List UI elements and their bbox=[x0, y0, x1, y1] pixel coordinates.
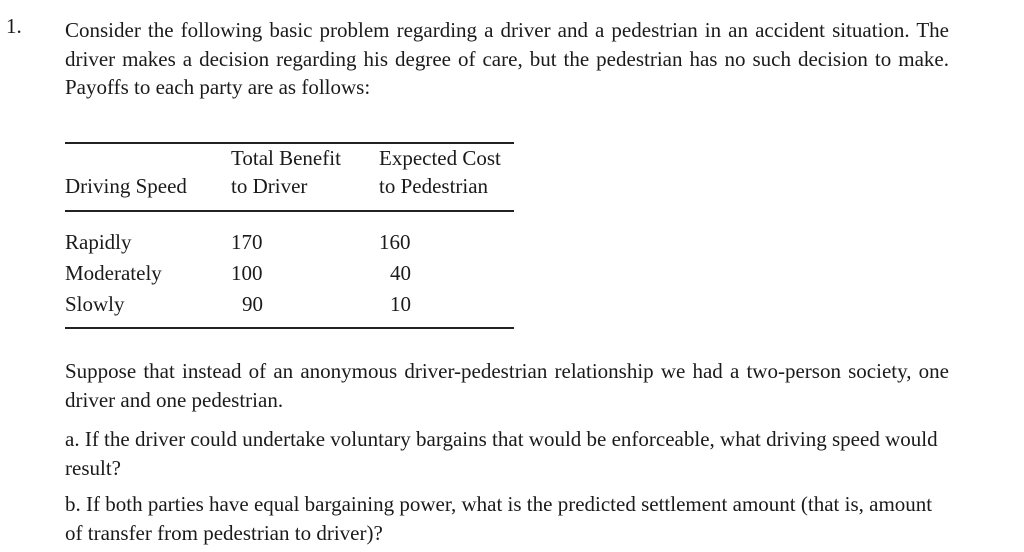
problem-number: 1. bbox=[6, 14, 22, 38]
row-speed-slowly: Slowly bbox=[65, 292, 125, 316]
row-benefit-rapidly: 170 bbox=[231, 230, 263, 254]
header-to-pedestrian: to Pedestrian bbox=[379, 174, 489, 198]
row-cost-moderately: 40 bbox=[390, 261, 411, 285]
header-to-driver: to Driver bbox=[231, 174, 308, 198]
table-top-rule bbox=[65, 142, 514, 144]
row-benefit-slowly: 90 bbox=[242, 292, 263, 316]
problem-intro: Consider the following basic problem regarding a driver and a pedestrian in an accident situation. The driver makes a decision regarding his degree of care, but the pedestrian has no such decision to make. Payoffs to each party are as follows: bbox=[65, 18, 949, 99]
question-b: b. If both parties have equal bargaining power, what is the predicted settlement amount (that is, amount of transfer from pedestrian to driver)? bbox=[65, 492, 933, 545]
header-driving-speed: Driving Speed bbox=[65, 174, 187, 198]
header-total-benefit: Total Benefit bbox=[231, 146, 341, 170]
row-cost-rapidly: 160 bbox=[379, 230, 411, 254]
row-benefit-moderately: 100 bbox=[231, 261, 263, 285]
row-cost-slowly: 10 bbox=[390, 292, 411, 316]
question-a: a. If the driver could undertake voluntary bargains that would be enforceable, what driving speed would result? bbox=[65, 427, 938, 480]
suppose-paragraph: Suppose that instead of an anonymous driver-pedestrian relationship we had a two-person society, one driver and one pedestrian. bbox=[65, 359, 949, 412]
header-expected-cost: Expected Cost bbox=[379, 146, 501, 170]
table-header-rule bbox=[65, 210, 514, 212]
table-bottom-rule bbox=[65, 327, 514, 329]
row-speed-moderately: Moderately bbox=[65, 261, 162, 285]
row-speed-rapidly: Rapidly bbox=[65, 230, 132, 254]
